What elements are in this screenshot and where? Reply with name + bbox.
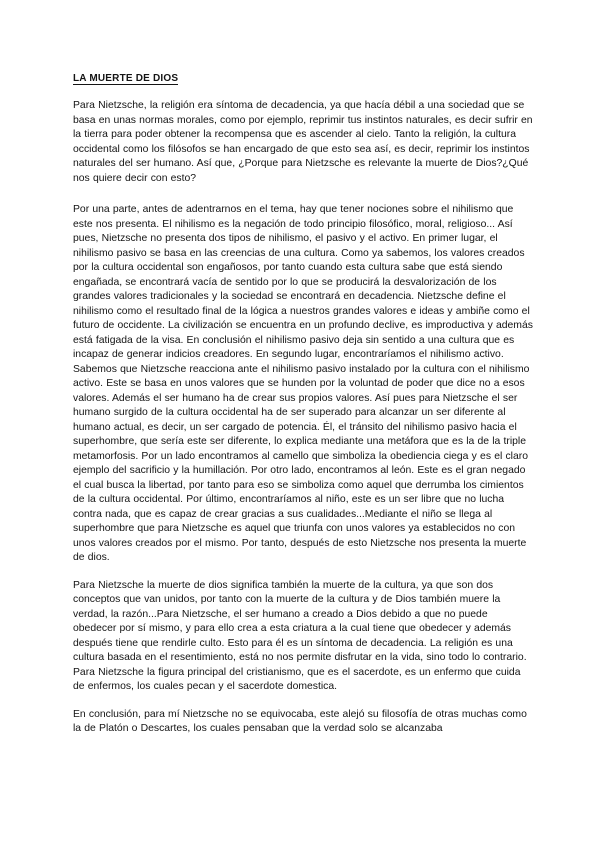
paragraph-intro: Para Nietzsche, la religión era síntoma de decadencia, ya que hacía débil a una sociedad que se basa en unas normas morales, como por ejemplo, reprimir tus instintos naturales, es decir sufrir en la tierra para poder obtener la recompensa que es ascender al cielo. Tanto la religión, la cultura occidental como los filósofos se han encargado de que esto sea así, es decir, reprimir los instintos naturales del ser humano. Así que, ¿Porque para Nietzsche es relevante la muerte de Dios?¿Qué nos quiere decir con esto? [73,100,533,184]
document-body [73,99,533,750]
document-title-text: LA MUERTE DE DIOS [73,73,179,84]
paragraph-death-of-god: Para Nietzsche la muerte de dios significa también la muerte de la cultura, ya que son dos conceptos que van unidos, por tanto con la muerte de la cultura y de Dios también muere la verdad, la razón...Para Nietzsche, el ser humano a creado a Dios debido a que no puede obedecer por sí mismo, y para ello crea a esta criatura a la cual tiene que obedecer y además después tiene que rendirle culto. Esto para él es un síntoma de decadencia. La religión es una cultura basada en el resentimiento, está no nos permite disfrutar en la vida, sino todo lo contrario. Para Nietzsche la figura principal del cristianismo, que es el sacerdote, es un enfermo que cuida de enfermos, los cuales pecan y el sacerdote domestica. [73,579,527,692]
paragraph-conclusion: En conclusión, para mí Nietzsche no se equivocaba, este alejó su filosofía de otras muchas como la de Platón o Descartes, los cuales pensaban que la verdad solo se alcanzaba [73,708,527,734]
document-title [73,73,178,85]
paragraph-nihilism: Por una parte, antes de adentrarnos en el tema, hay que tener nociones sobre el nihilismo que este nos presenta. El nihilismo es la negación de todo principio filosófico, moral, religioso... Así pues, Nietzsche no presenta dos tipos de nihilismo, el pasivo y el activo. En primer lugar, el nihilismo pasivo se basa en las creencias de una cultura. Como ya sabemos, los valores creados por la cultura occidental son engañosos, por tanto cuando esta cultura sabe que está siendo engañada, se encontrará vacía de sentido por lo que se producirá la desvalorización de los grandes valores tradicionales y la sociedad se encontrará en decadencia. Nietzsche define el nihilismo como el resultado final de la lógica a nuestros grandes valores e ideas y ambiñe como el futuro de occidente. La civilización se encuentra en un profundo declive, es improductiva y además está fatigada de la visa. En conclusión el nihilismo pasivo deja sin sentido a una cultura que es incapaz de generar indicios creadores. En segundo lugar, encontraríamos el nihilismo activo. Sabemos que Nietzsche reacciona ante el nihilismo pasivo instalado por la cultura con el nihilismo activo. Este se basa en unos valores que se hunden por la voluntad de poder que dice no a esos valores. Además el ser humano ha de crear sus propios valores. Así pues para Nietzsche el ser humano surgido de la cultura occidental ha de ser superado para alcanzar un ser diferente al humano actual, es decir, un ser cargado de potencia. Él, el tránsito del nihilismo pasivo hacia el superhombre, que sería este ser diferente, lo explica mediante una metáfora que es la de la triple metamorfosis. Por un lado encontramos al camello que simboliza la obediencia ciega y es el claro ejemplo del sacrificio y la humillación. Por otro lado, encontramos al león. Este es el gran negado el cual busca la libertad, por tanto para eso se simboliza como aquel que derrumba los cimientos de la cultura occidental. Por último, encontraríamos al niño, este es un ser libre que no lucha contra nada, que es capaz de crear gracias a sus cualidades...Mediante el niño se llega al superhombre que para Nietzsche es aquel que triunfa con unos valores ya establecidos no con unos valores creados por el mismo. Por tanto, después de esto Nietzsche nos presenta la muerte de dios. [73,204,533,563]
